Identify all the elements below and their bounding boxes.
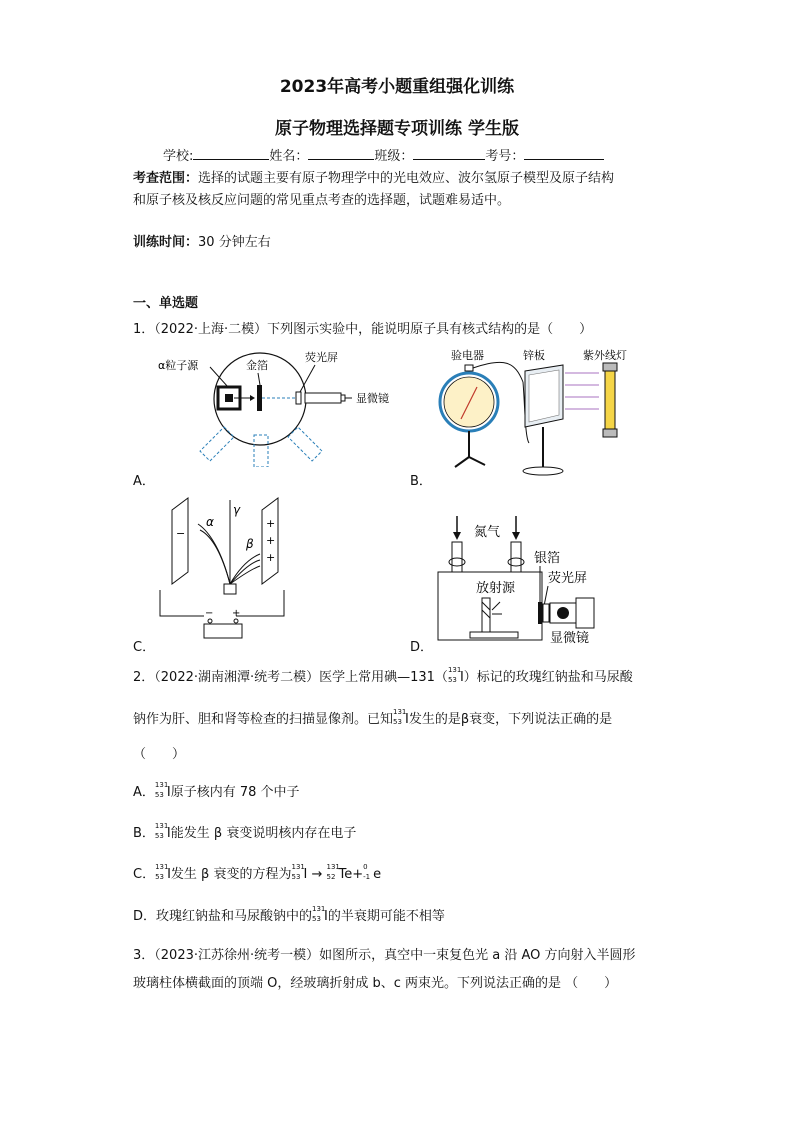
number-label: 考号： [485, 149, 525, 164]
q2-option-b-letter: B． [133, 826, 155, 841]
q1-option-c-label[interactable]: C． [133, 640, 156, 655]
class-field[interactable] [413, 147, 485, 160]
q2-option-a-letter: A． [133, 785, 155, 800]
alpha-ray-2 [200, 530, 230, 584]
zinc-base [523, 467, 563, 475]
iodine-131-nuclide [291, 863, 305, 881]
label-uv-lamp: 紫外线灯 [583, 349, 627, 362]
uv-lamp-tube [605, 369, 615, 431]
name-label: 姓名： [269, 149, 309, 164]
circuit-wire-left [160, 590, 204, 616]
figure-c-radiation-deflection [150, 492, 290, 642]
iodine-atomic-number: 53 [154, 791, 164, 799]
electron-charge-number: -1 [363, 873, 371, 881]
iodine-131-nuclide [154, 781, 169, 799]
electron-mass-number: 0 [363, 863, 368, 871]
tripod-leg-1 [455, 457, 469, 467]
q2-option-d-text-1: D．玫瑰红钠盐和马尿酸钠中的 [133, 909, 313, 924]
school-label: 学校: [163, 149, 194, 164]
q2-option-b-text: 能发生 β 衰变说明核内存在电子 [170, 826, 357, 841]
q1-option-b-label[interactable]: B． [410, 474, 432, 489]
question-2-stem-line-1 [133, 666, 633, 685]
school-field[interactable] [193, 147, 269, 160]
iodine-symbol: I [166, 826, 171, 841]
tellurium-nuclide [326, 863, 340, 881]
question-3-stem-line-1: 3．（2023·江苏徐州·统考一模）如图所示，真空中一束复色光 a 沿 AO 方向射入半圆形 [133, 948, 636, 963]
screen-d [543, 604, 549, 622]
label-gold-foil: 金箔 [246, 359, 268, 372]
source-base [470, 632, 518, 638]
gas-arrowhead-right [512, 532, 520, 540]
inlet-pipe-left [452, 542, 462, 572]
time-label: 训练时间： [133, 235, 199, 250]
label-electroscope: 验电器 [451, 349, 484, 362]
negative-plate [172, 498, 188, 584]
pointer-alpha-source [210, 367, 228, 387]
tellurium-symbol: Te [338, 867, 353, 882]
scope-line-1 [133, 167, 614, 186]
circuit-wire-right [236, 590, 284, 616]
electroscope-top [465, 365, 473, 371]
negative-plate-sign: − [176, 527, 186, 540]
iodine-131-nuclide [155, 863, 169, 881]
question-1-stem: 1．（2022·上海·二模）下列图示实验中，能说明原子具有核式结构的是（ ） [133, 322, 593, 337]
label-microscope: 显微镜 [356, 392, 389, 405]
student-info-line [163, 145, 604, 164]
figure-d-proton-discovery [430, 510, 610, 645]
q2-option-d[interactable] [133, 905, 445, 924]
alt-detector-left [200, 427, 234, 461]
iodine-atomic-number: 53 [312, 915, 321, 923]
label-zinc-plate: 锌板 [523, 349, 545, 362]
pointer-gold-foil [258, 373, 260, 385]
iodine-atomic-number: 53 [155, 873, 164, 881]
q2-option-d-text-2: 的半衰期可能不相等 [327, 909, 445, 924]
microscope-lens [557, 607, 569, 619]
uv-lamp-cap-top [603, 363, 617, 371]
iodine-symbol: I [324, 909, 328, 924]
figure-a-rutherford-scattering [150, 347, 400, 467]
q2-option-a[interactable] [133, 781, 300, 800]
inlet-pipe-right [511, 542, 521, 572]
gas-arrowhead-left [453, 532, 461, 540]
iodine-131-nuclide [154, 822, 169, 840]
scope-label: 考查范围： [133, 171, 199, 186]
alpha-label: α [206, 515, 214, 529]
label-screen: 荧光屏 [305, 351, 338, 364]
alt-detector-right [288, 427, 322, 461]
pointer-screen [300, 365, 315, 392]
gamma-label: γ [233, 503, 241, 517]
iodine-mass-number: 131 [312, 905, 326, 913]
alpha-ray-1 [198, 524, 230, 584]
iodine-mass-number: 131 [155, 863, 169, 871]
electron-symbol: e [373, 867, 382, 882]
plus-sign-2: + [266, 534, 276, 547]
q2-option-c-letter: C． [133, 867, 156, 882]
question-2-stem-line-2 [133, 708, 612, 727]
terminal-negative [208, 619, 212, 623]
iodine-symbol: I [303, 867, 308, 882]
iodine-131-nuclide [393, 708, 407, 726]
q1-option-d-label[interactable]: D． [410, 640, 434, 655]
plus-sign-1: + [266, 517, 276, 530]
terminal-positive [234, 619, 238, 623]
figure-b-photoelectric [425, 347, 635, 477]
q2-option-b[interactable] [133, 822, 356, 841]
label-microscope-d: 显微镜 [550, 631, 590, 645]
iodine-mass-number: 131 [154, 781, 169, 789]
beam-arrow [250, 395, 255, 401]
reaction-plus: + [352, 867, 364, 882]
microscope-eyepiece-d [576, 598, 594, 628]
q2-stem-part-4: 发生的是β衰变，下列说法正确的是 [408, 712, 613, 727]
q2-stem-part-2: ）标记的玫瑰红钠盐和马尿酸 [463, 670, 633, 685]
question-3-stem-line-2: 玻璃柱体横截面的顶端 O，经玻璃折射成 b、c 两束光。下列说法正确的是 （ ） [133, 976, 618, 991]
name-field[interactable] [308, 147, 374, 160]
tripod-leg-2 [469, 457, 485, 465]
q2-option-c-text: 发生 β 衰变的方程为 [170, 867, 292, 882]
beta-label: β [246, 537, 254, 551]
alpha-source-core [225, 394, 233, 402]
pointer-screen-d [544, 586, 548, 606]
power-supply [204, 624, 242, 638]
iodine-131-nuclide [312, 905, 326, 923]
fluorescent-screen [296, 392, 301, 404]
iodine-symbol: I [405, 712, 409, 727]
terminal-minus-sign: − [205, 608, 214, 619]
microscope-eyepiece [341, 395, 345, 401]
radioactive-source [224, 584, 236, 594]
zinc-plate-face [529, 370, 559, 422]
label-source: 放射源 [476, 581, 516, 596]
tellurium-atomic-number: 52 [326, 873, 336, 881]
electron-nuclide [363, 863, 373, 881]
iodine-atomic-number: 53 [393, 718, 402, 726]
document-title: 2023年高考小题重组强化训练 [279, 77, 515, 97]
class-label: 班级： [374, 149, 414, 164]
label-alpha-source: α粒子源 [158, 359, 199, 372]
q2-option-c[interactable] [133, 863, 381, 882]
label-silver-foil: 银箔 [534, 551, 561, 566]
iodine-131-nuclide [447, 666, 462, 684]
scope-line-2: 和原子核及核反应问题的常见重点考查的选择题，试题难易适中。 [133, 193, 511, 208]
document-subtitle: 原子物理选择题专项训练 学生版 [275, 119, 519, 139]
iodine-symbol: I [459, 670, 464, 685]
iodine-atomic-number: 53 [291, 873, 301, 881]
iodine-mass-number: 131 [291, 863, 305, 871]
reaction-arrow: → [311, 867, 323, 882]
time-line [133, 231, 271, 250]
iodine-mass-number: 131 [154, 822, 169, 830]
q2-stem-part-1: 2．（2022·湖南湘潭·统考二模）医学上常用碘—131（ [133, 670, 448, 685]
question-2-blank: （ ） [133, 747, 186, 762]
alt-detector-bottom [254, 435, 268, 467]
q1-option-a-label[interactable]: A． [133, 474, 155, 489]
iodine-atomic-number: 53 [154, 832, 164, 840]
plus-sign-3: + [266, 551, 276, 564]
iodine-atomic-number: 53 [447, 676, 457, 684]
q2-stem-part-3: 钠作为肝、胆和肾等检查的扫描显像剂。已知 [133, 712, 394, 727]
scope-text-1: 选择的试题主要有原子物理学中的光电效应、波尔氢原子模型及原子结构 [198, 171, 615, 186]
number-field[interactable] [524, 147, 604, 160]
tellurium-mass-number: 131 [326, 863, 340, 871]
q2-option-a-text: 原子核内有 78 个中子 [170, 785, 300, 800]
microscope-tube [305, 393, 341, 403]
label-nitrogen: 氮气 [474, 525, 501, 540]
silver-foil [538, 602, 542, 624]
iodine-mass-number: 131 [393, 708, 407, 716]
iodine-mass-number: 131 [447, 666, 462, 674]
iodine-symbol: I [167, 867, 171, 882]
label-screen-d: 荧光屏 [548, 571, 588, 586]
uv-lamp-cap-bottom [603, 429, 617, 437]
iodine-symbol: I [166, 785, 171, 800]
gold-foil [257, 385, 262, 411]
time-value: 30 分钟左右 [198, 235, 271, 250]
terminal-plus-sign: + [232, 608, 241, 619]
section-heading: 一、单选题 [133, 296, 199, 311]
